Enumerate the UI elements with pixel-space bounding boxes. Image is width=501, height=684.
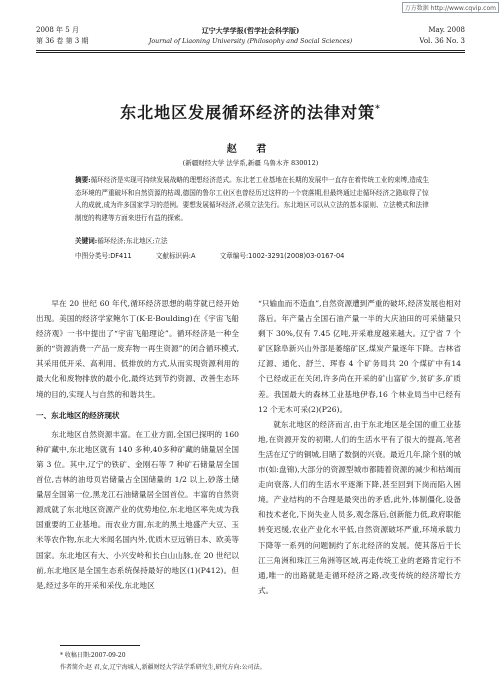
keywords-label: 关键词: xyxy=(75,237,98,245)
right-paragraph-1: “只输血而不造血”,自然资源遭到严重的破坏,经济发展也相对落后。年产量占全国石油产量一半的大庆油田的可采储量只剩下 30%,仅有 7.45 亿吨,开采难度越来越大。辽宁省 7 个矿区除阜新兴山外部是萎缩矿区,煤炭产量逐年下降。吉林省辽源、通化、舒兰、珲春 4 个矿务局共 20 个煤矿中有14 个已经或正在关闭,许多尚在开采的矿山富矿少,贫矿多,矿质差。我国最大的森林工业基地伊春,16 个林业局当中已经有 12 个无木可采(2)(P26)。 xyxy=(258,299,461,414)
section-heading: 一、东北地区的经济现状 xyxy=(36,410,120,420)
keywords-text: 循环经济;东北地区;立法 xyxy=(97,237,168,245)
header-volume: Vol. 36 No. 3 xyxy=(419,37,465,45)
left-paragraph-2: 东北地区自然资源丰富。在工业方面,全国已探明的 160 种矿藏中,东北地区就有 140 多种,40多种矿藏的储量居全国第 3 位。其中,辽宁的铁矿、金刚石等 7 种矿石储量居全国首位,吉林的油母页岩储量占全国储量的 1/2 以上,砂落土储量居全国第一位,黑龙江石油储量居全国首位。丰富的自然资源成就了东北地区资源产业的优势地位,东北地区率先成为我国重要的工业基地。而农业方面,东北的黑土地盛产大豆、玉米等农作物,东北大米闻名国内外,优质木豆远销日本、欧美等国家。东北地区有大、小兴安岭和长白山山脉,在 20 世纪以前,东北地区是全国生态系统保持最好的地区(1)(P412)。但是,经过多年的开采和采伐,东北地区 xyxy=(36,429,239,590)
header-rule-double xyxy=(36,52,465,53)
left-paragraph-1: 早在 20 世纪 60 年代,循环经济思想的萌芽就已经开始出现。美国的经济学家鲍尔丁(K·E·Boulding)在《宇宙飞船经济观》一书中提出了“宇宙飞船理论”。循环经济是一种全新的“资源消费一产品一废弃物一再生资源”的闭合循环模式,其采用低开采、高利用、低排放的方式,从而实现资源利用的最大化和废物排放的最小化,最终达到节约资源、改善生态环境的目的,实现人与自然的和谐共生。 xyxy=(36,299,239,399)
keywords xyxy=(75,235,168,245)
header-date: 2008 年 5 月 xyxy=(36,26,79,34)
clc-number: 中图分类号:DF411 xyxy=(75,252,132,260)
left-column xyxy=(36,296,239,593)
header-rule xyxy=(36,50,465,51)
right-column xyxy=(258,296,461,598)
received-date: * 收稿日期:2007-09-20 xyxy=(60,652,126,659)
affiliation: (新疆财经大学 法学系,新疆 乌鲁木齐 830012) xyxy=(182,159,319,167)
watermark-stamp: 万方数据 http://www.cqvip.com xyxy=(402,2,499,13)
document-code: 文献标识码:A xyxy=(155,252,196,260)
paper-title: 东北地区发展循环经济的法律对策* xyxy=(120,103,381,122)
classification-line xyxy=(75,250,366,260)
right-paragraph-2: 就东北地区的经济而言,由于东北地区是全国的重工业基地,在资源开发的初期,人们的生活水平有了很大的提高,笔者生活在辽宁的铜城,目睹了数倒的兴衰。最近几年,除个别的城市(如:盘锦),大部分的资源型城市都随着资源的减少和枯竭而走向衰落,人们的生活水平逐渐下降,甚至回到下岗而陷入困境。产业结构的不合理是最突出的矛盾,此外,体制僵化,设备和技术老化,下岗失业人员多,观念落后,创新能力低,政府职能转变迟缓,农业产业化水平低,自然资源破坏严重,环境承载力下降等一系列的问题制约了东北经济的发展。使其落后于长江三角洲和珠江三角洲等区域,再走传统工业的老路肯定行不通,唯一的出路就是走循环经济之路,改变传统的经济增长方式。 xyxy=(258,419,461,595)
author-bio: 作者简介:赵 君,女,辽宁海城人,新疆财经大学法学系研究生,研究方向:公司法。 xyxy=(60,664,266,671)
abstract-text: 循环经济是实现可持续发展战略的理想经济范式。东北老工业基地在长期的发展中一直存在着传统工业的束缚,造成生态环境的严重破坏和自然资源的枯竭,德国的鲁尔工业区也曾经历过这样的一个衰落期,但最终通过走循环经济之路取得了惊人的成就,成为许多国家学习的范例。要想发展循环经济,必须立法先行。东北地区可以从立法的基本原则、立法模式和法律制度的构建等方面来进行有益的探索。 xyxy=(75,176,429,222)
journal-title-cn: 辽宁大学学报(哲学社会科学版) xyxy=(201,26,300,35)
article-number: 文章编号:1002-3291(2008)03-0167-04 xyxy=(219,252,345,260)
title-footnote-mark: * xyxy=(375,104,381,115)
abstract xyxy=(75,174,435,224)
journal-title-en: Journal of Liaoning University (Philosophy and Social Sciences) xyxy=(148,38,353,45)
header-issue: 第 36 卷 第 3 期 xyxy=(36,37,89,45)
abstract-label: 摘要: xyxy=(75,176,91,184)
footnote-rule xyxy=(60,645,140,646)
header-date-en: May. 2008 xyxy=(428,26,465,34)
author-name: 赵 君 xyxy=(226,144,275,155)
